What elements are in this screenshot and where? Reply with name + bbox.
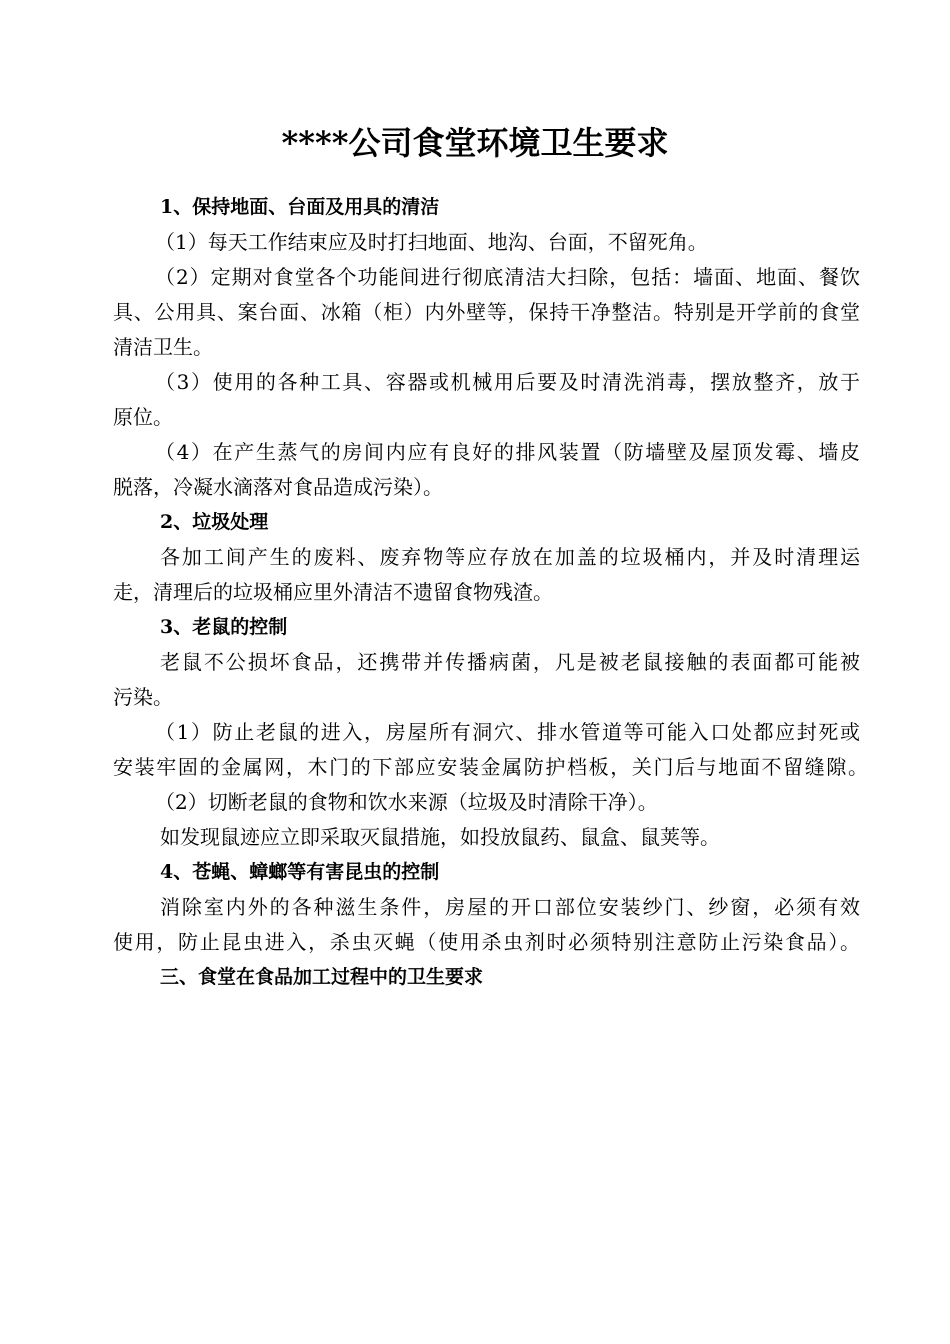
paragraph-line: （2）切断老鼠的食物和饮水来源（垃圾及时清除干净）。	[155, 790, 658, 814]
paragraph-line: 各加工间产生的废料、废弃物等应存放在加盖的垃圾桶内，并及时清理运	[160, 545, 860, 569]
paragraph-line: 使用，防止昆虫进入，杀虫灭蝇（使用杀虫剂时必须特别注意防止污染食品）。	[113, 930, 860, 954]
paragraph-line: 脱落，冷凝水滴落对食品造成污染）。	[113, 475, 443, 499]
paragraph-line: 走，清理后的垃圾桶应里外清洁不遗留食物残渣。	[113, 580, 553, 604]
paragraph-line: （3）使用的各种工具、容器或机械用后要及时清洗消毒，摆放整齐，放于	[155, 370, 860, 394]
section-heading-4: 4、苍蝇、蟑螂等有害昆虫的控制	[160, 861, 440, 883]
section-heading-2: 2、垃圾处理	[160, 511, 269, 533]
paragraph-line: 安装牢固的金属网，木门的下部应安装金属防护档板，关门后与地面不留缝隙。	[113, 755, 868, 779]
paragraph-line: 老鼠不公损坏食品，还携带并传播病菌，凡是被老鼠接触的表面都可能被	[160, 650, 860, 674]
section-heading-3-chapter: 三、食堂在食品加工过程中的卫生要求	[160, 966, 484, 988]
section-heading-1: 1、保持地面、台面及用具的清洁	[160, 196, 440, 218]
paragraph-line: 污染。	[113, 685, 173, 709]
paragraph-line: 如发现鼠迹应立即采取灭鼠措施，如投放鼠药、鼠盒、鼠荚等。	[160, 825, 720, 849]
paragraph-line: （1）每天工作结束应及时打扫地面、地沟、台面，不留死角。	[155, 230, 708, 254]
paragraph-line: （1）防止老鼠的进入，房屋所有洞穴、排水管道等可能入口处都应封死或	[155, 720, 860, 744]
paragraph-line: 消除室内外的各种滋生条件，房屋的开口部位安装纱门、纱窗，必须有效	[160, 895, 860, 919]
document-title: ****公司食堂环境卫生要求	[281, 124, 669, 162]
paragraph-line: 清洁卫生。	[113, 335, 213, 359]
section-heading-3: 3、老鼠的控制	[160, 616, 288, 638]
paragraph-line: 原位。	[113, 405, 173, 429]
paragraph-line: （4）在产生蒸气的房间内应有良好的排风装置（防墙壁及屋顶发霉、墙皮	[155, 440, 860, 464]
paragraph-line: （2）定期对食堂各个功能间进行彻底清洁大扫除，包括：墙面、地面、餐饮	[155, 265, 860, 289]
paragraph-line: 具、公用具、案台面、冰箱（柜）内外壁等，保持干净整洁。特别是开学前的食堂	[113, 300, 860, 324]
